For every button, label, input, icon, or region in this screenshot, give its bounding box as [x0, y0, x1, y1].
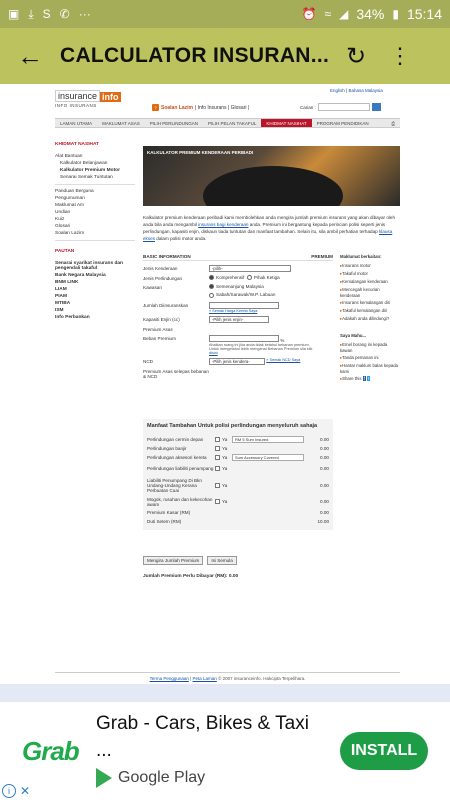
search-input[interactable]: [318, 103, 370, 111]
main-nav: [55, 118, 400, 128]
google-play-badge: [96, 768, 205, 788]
intro-text: dalam polisi motor anda.: [155, 236, 207, 241]
question-icon: ?: [152, 104, 159, 111]
beban-note-text: Abaikan ruang ini jika anda tidak ketahui bebanan premium. Untuk mengetahui lebih mengenai Bebanan Premium sila klik: [209, 342, 313, 351]
ya-label: Ya: [222, 482, 228, 488]
grab-logo[interactable]: Grab: [22, 736, 79, 766]
label-kapasiti: Kapasiti Enjin (cc): [143, 316, 180, 322]
lang-english-link[interactable]: English: [330, 88, 345, 93]
links-item[interactable]: Senarai syarikat insurans dan pengendali takaful: [55, 261, 123, 271]
label-premium-asas: Premium Asas: [143, 326, 173, 332]
benefit-checkbox[interactable]: [215, 455, 220, 460]
more-notifications-icon: ···: [78, 7, 91, 21]
lang-bm-link[interactable]: Bahasa Malaysia: [348, 88, 383, 93]
sidebar-item-kalkulator-belanjawan[interactable]: Kalkulator Belanjawan: [60, 161, 108, 166]
action-link[interactable]: ▸ Tanda pemanan ini: [340, 354, 400, 362]
whatsapp-icon: ✆: [59, 7, 70, 21]
logo-tagline: INFO INSURANS: [55, 103, 97, 108]
links-item[interactable]: BNM LINK: [55, 280, 79, 285]
nav-laman-utama[interactable]: LAMAN UTAMA: [60, 121, 93, 126]
download-icon: ⤓: [28, 7, 34, 21]
sidebar-item[interactable]: Undian: [55, 210, 71, 215]
ncd-select[interactable]: -Pilih jenis kendera-: [209, 358, 265, 365]
sitemap-link[interactable]: Peta Laman: [192, 676, 217, 681]
faq-link[interactable]: Soalan Lazim: [161, 104, 193, 111]
ya-label: Ya: [222, 446, 228, 451]
action-link[interactable]: ▸ Hantar maklum balas kepada kami: [340, 362, 400, 375]
ad-title[interactable]: Grab - Cars, Bikes & Taxi ...: [96, 713, 309, 761]
logo-word2: info: [102, 92, 119, 102]
site-logo[interactable]: [55, 90, 123, 112]
ya-label: Ya: [222, 455, 228, 460]
benefit-label: Perlindungan banjir: [147, 446, 187, 451]
sidebar-item-kalkulator-premium[interactable]: Kalkulator Premium Motor: [60, 168, 120, 173]
benefit-checkbox[interactable]: [215, 437, 220, 442]
google-play-icon: [96, 768, 112, 788]
sidebar-item[interactable]: Soalan Lazim: [55, 231, 85, 236]
label-jenis-kenderaan: Jenis Kenderaan: [143, 266, 178, 271]
benefit-value: 0.00: [320, 437, 329, 442]
image-notification-icon: ▣: [8, 7, 20, 21]
sidebar-divider: [55, 184, 135, 185]
ad-close-icon[interactable]: ✕: [19, 784, 31, 798]
benefits-heading: Manfaat Tambahan Untuk polisi perlindungan menyeluruh sahaja: [147, 423, 318, 429]
back-arrow-icon[interactable]: ←: [17, 40, 43, 71]
benefit-value: 0.00: [320, 482, 329, 488]
sidebar: [55, 142, 135, 321]
semak-harga-link[interactable]: » Semak Harga Kereta Saya: [209, 308, 258, 313]
sidebar-item[interactable]: Maklumat Am: [55, 203, 85, 208]
links-heading: PAUTAN: [55, 249, 75, 254]
benefit-row: [147, 444, 329, 453]
app-bar: [0, 28, 450, 84]
share-link[interactable]: [340, 375, 400, 383]
benefit-label: Liabiliti Penumpang Di Bkn Undang-Undang Kerana Perbuatan Cuai: [147, 477, 202, 493]
wifi-icon: ≈: [324, 7, 332, 21]
language-links: English | Bahasa Malaysia: [330, 88, 383, 93]
label-premium-selepas: Premium Asas selepas bebanan & NCD: [143, 368, 209, 379]
ad-info-icon[interactable]: i: [2, 784, 16, 798]
twitter-icon[interactable]: t: [368, 376, 370, 381]
signal-icon: ◢: [339, 7, 349, 21]
form-col-right: PREMIUM: [311, 254, 333, 259]
benefit-checkbox[interactable]: [215, 446, 220, 451]
label-jenis-perlindungan: Jenis Perlindungan: [143, 276, 183, 281]
status-bar: [0, 0, 450, 28]
benefit-label: Perlindungan aksesori kereta: [147, 455, 207, 460]
related-link[interactable]: ▸ Takaful motor: [340, 270, 400, 278]
help-links: [152, 104, 249, 111]
sidebar-item[interactable]: Glosari: [55, 224, 71, 229]
benefit-value: 0.00: [320, 499, 329, 504]
sidebar-divider: [55, 240, 135, 241]
related-link[interactable]: ▸ Kemalangan kenderaan: [340, 278, 400, 286]
related-link[interactable]: ▸ Insurans motor: [340, 262, 400, 270]
logo-word1: insurance: [55, 90, 100, 102]
links-item[interactable]: ISM: [55, 308, 64, 313]
sidebar-heading: KHIDMAT NASIHAT: [55, 142, 100, 147]
ad-top-strip: [0, 684, 450, 702]
related-link[interactable]: ▸ Insurans kemalangan diri: [340, 299, 400, 307]
pihak-ketiga-label: Pihak Ketiga: [253, 275, 280, 280]
benefit-value: 0.00: [320, 466, 329, 471]
nav-program-pendidikan[interactable]: PROGRAM PENDIDIKAN: [316, 121, 369, 126]
more-vert-icon[interactable]: ⋮: [389, 43, 411, 68]
webview[interactable]: [0, 84, 450, 684]
duti-label: Duti Setem (RM): [147, 519, 182, 524]
copyright: © 2007 insuranceinfo. Hakcipta Terpelihara.: [218, 676, 306, 681]
share-label: Share this: [342, 376, 362, 381]
links-item[interactable]: MTIBA: [55, 301, 71, 306]
intro-link[interactable]: insurans bagi kenderaan: [198, 222, 249, 227]
radio-komprehensif[interactable]: [209, 275, 214, 280]
steering-wheel-shape: [203, 166, 343, 206]
links-item[interactable]: Info Perbankan: [55, 315, 90, 320]
benefit-row: [147, 462, 329, 475]
site-search: [300, 103, 381, 111]
related-link[interactable]: ▸ Takaful kemalangan diri: [340, 307, 400, 315]
premium-kasar-value: 0.00: [320, 510, 329, 515]
benefit-row: [147, 453, 329, 462]
related-link[interactable]: ▸ Adakah anda dilindungi?: [340, 315, 400, 323]
sabah-label: Sabah/Sarawak/W.P. Labuan: [216, 292, 276, 298]
intro-paragraph: [143, 214, 400, 242]
search-label: Carian :: [300, 104, 316, 110]
benefit-value: 0.00: [320, 446, 329, 451]
banner-image: [143, 146, 400, 206]
benefit-value: 0.00: [320, 455, 329, 460]
total-premium: Jumlah Premium Perlu Dibayar (RM): 0.00: [143, 574, 239, 579]
related-heading: Maklumat berkaitan:: [340, 254, 382, 259]
calculate-button[interactable]: Mengira Jumlah Premium: [143, 556, 203, 565]
jenis-kenderaan-select[interactable]: -pilih-: [209, 265, 291, 272]
form-header: [143, 254, 333, 261]
links-item[interactable]: Bank Negara Malaysia: [55, 273, 106, 278]
clock: 15:14: [406, 6, 442, 22]
battery-level: 34%: [356, 6, 385, 22]
kapasiti-select[interactable]: -Pilih jenis enjin-: [209, 316, 269, 323]
links-item[interactable]: PIAM: [55, 294, 67, 299]
calculator-form: [143, 254, 333, 382]
label-beban: Beban Premium: [143, 335, 176, 341]
nav-khidmat-nasihat[interactable]: KHIDMAT NASIHAT: [261, 119, 311, 127]
store-name: Google Play: [118, 769, 206, 786]
benefit-checkbox[interactable]: [215, 466, 220, 471]
sidebar-item-senarai-semak[interactable]: Senarai Semak Tuntutan: [60, 175, 113, 180]
nav-pilih-perlindungan[interactable]: PILIH PERLINDUNGAN: [149, 121, 199, 126]
search-go-button[interactable]: [372, 103, 381, 111]
semak-ncd-link[interactable]: » Semak NCD Saya: [266, 357, 301, 362]
jumlah-input[interactable]: [209, 302, 279, 309]
banner-caption: KALKULATOR PREMIUM KENDERAAN PERIBADI: [147, 150, 254, 155]
premium-kasar-label: Premium Kasar (RM): [147, 510, 191, 515]
beban-note: [209, 343, 319, 355]
benefit-row: [147, 475, 329, 495]
benefit-checkbox[interactable]: [215, 483, 220, 488]
percent-sign: %: [280, 337, 285, 343]
facebook-icon[interactable]: f: [363, 376, 365, 381]
alarm-icon: ⏰: [301, 7, 317, 21]
site-footer: Terma Penggunaan | Peta Laman © 2007 insuranceinfo. Hakcipta Terpelihara.: [55, 672, 400, 681]
semenanjung-label: Semenanjung Malaysia: [216, 284, 264, 289]
saya-mahu-heading: Saya Mahu...: [340, 333, 367, 338]
benefit-label: Perlindungan liabiliti penumpang: [147, 466, 214, 471]
benefit-row: [147, 495, 329, 508]
form-col-left: BASIC INFORMATION: [143, 254, 191, 259]
sidebar-item[interactable]: Kuiz: [55, 217, 65, 222]
action-link[interactable]: ▸ Emel borang ini kepada kawan: [340, 341, 400, 354]
sidebar-item[interactable]: Pengumuman: [55, 196, 85, 201]
terms-link[interactable]: Terma Penggunaan: [149, 676, 189, 681]
battery-icon: ▮: [392, 7, 399, 21]
radio-sabah[interactable]: [209, 293, 214, 298]
intro-text: Kalkulator premium kenderaan peribadi kami membolehkan anda mengira jumlah premium insurans yang akan dibayar oleh anda bila anda mengambil: [143, 215, 396, 227]
links-item[interactable]: LIAM: [55, 287, 67, 292]
sidebar-item[interactable]: Panduan Berguna: [55, 189, 94, 194]
benefit-checkbox[interactable]: [215, 499, 220, 504]
radio-pihak-ketiga[interactable]: [247, 275, 252, 280]
reload-icon[interactable]: ↻: [345, 42, 367, 70]
ya-label: Ya: [222, 499, 228, 504]
duti-setem-row: [147, 517, 329, 526]
benefit-label: Mogok, rusuhan dan kekecohan awam: [147, 496, 213, 507]
ya-label: Ya: [222, 437, 228, 442]
additional-benefits: [143, 419, 333, 530]
ya-label: Ya: [222, 466, 228, 471]
related-link[interactable]: ▸ Mencegah kecurian kenderaan: [340, 286, 400, 299]
label-ncd: NCD: [143, 358, 153, 364]
beban-link[interactable]: disini: [209, 350, 218, 355]
radio-semenanjung[interactable]: [209, 284, 214, 289]
print-icon[interactable]: ⎙: [391, 121, 395, 126]
nav-pilih-pelan-takaful[interactable]: PILIH PELAN TAKAFUL: [208, 121, 257, 126]
sidebar-item-alat-bantuan[interactable]: Alat Bantuan: [55, 154, 83, 159]
related-info: [340, 254, 400, 383]
help-other-links[interactable]: | Info Insurans | Glosari |: [194, 104, 250, 111]
form-buttons: [143, 556, 237, 565]
install-button[interactable]: INSTALL: [340, 732, 428, 770]
intro-text: anda. Premium ini bergantung kepada perincian polisi seperti jenis perlindungan, kapasiti enjin, diskaun tiada tuntutan dan manfaat tambahan. Selain itu, sila ambil perhatian terhadap: [143, 222, 386, 234]
nav-maklumat-asas[interactable]: MAKLUMAT ASAS: [102, 121, 140, 126]
duti-value: 10.00: [317, 519, 329, 524]
intro-link2[interactable]: klausa ekses: [143, 229, 393, 241]
label-jumlah: Jumlah Diinsuranskan: [143, 302, 189, 308]
premium-kasar-row: [147, 508, 329, 517]
benefit-field[interactable]: RM 5 Sum Insured: [232, 436, 304, 443]
benefit-label: Perlindungan cermin depan: [147, 437, 204, 442]
label-kawasan: Kawasan: [143, 285, 162, 290]
reset-button[interactable]: Isi Semula: [207, 556, 236, 565]
benefit-row: [147, 435, 329, 444]
page-title: CALCULATOR INSURAN...: [60, 44, 330, 67]
benefit-field[interactable]: Sum Accessory Covered: [232, 454, 304, 461]
skype-icon: S: [42, 7, 51, 21]
komprehensif-label: Komprehensif: [216, 275, 245, 280]
beban-input[interactable]: [209, 335, 279, 342]
